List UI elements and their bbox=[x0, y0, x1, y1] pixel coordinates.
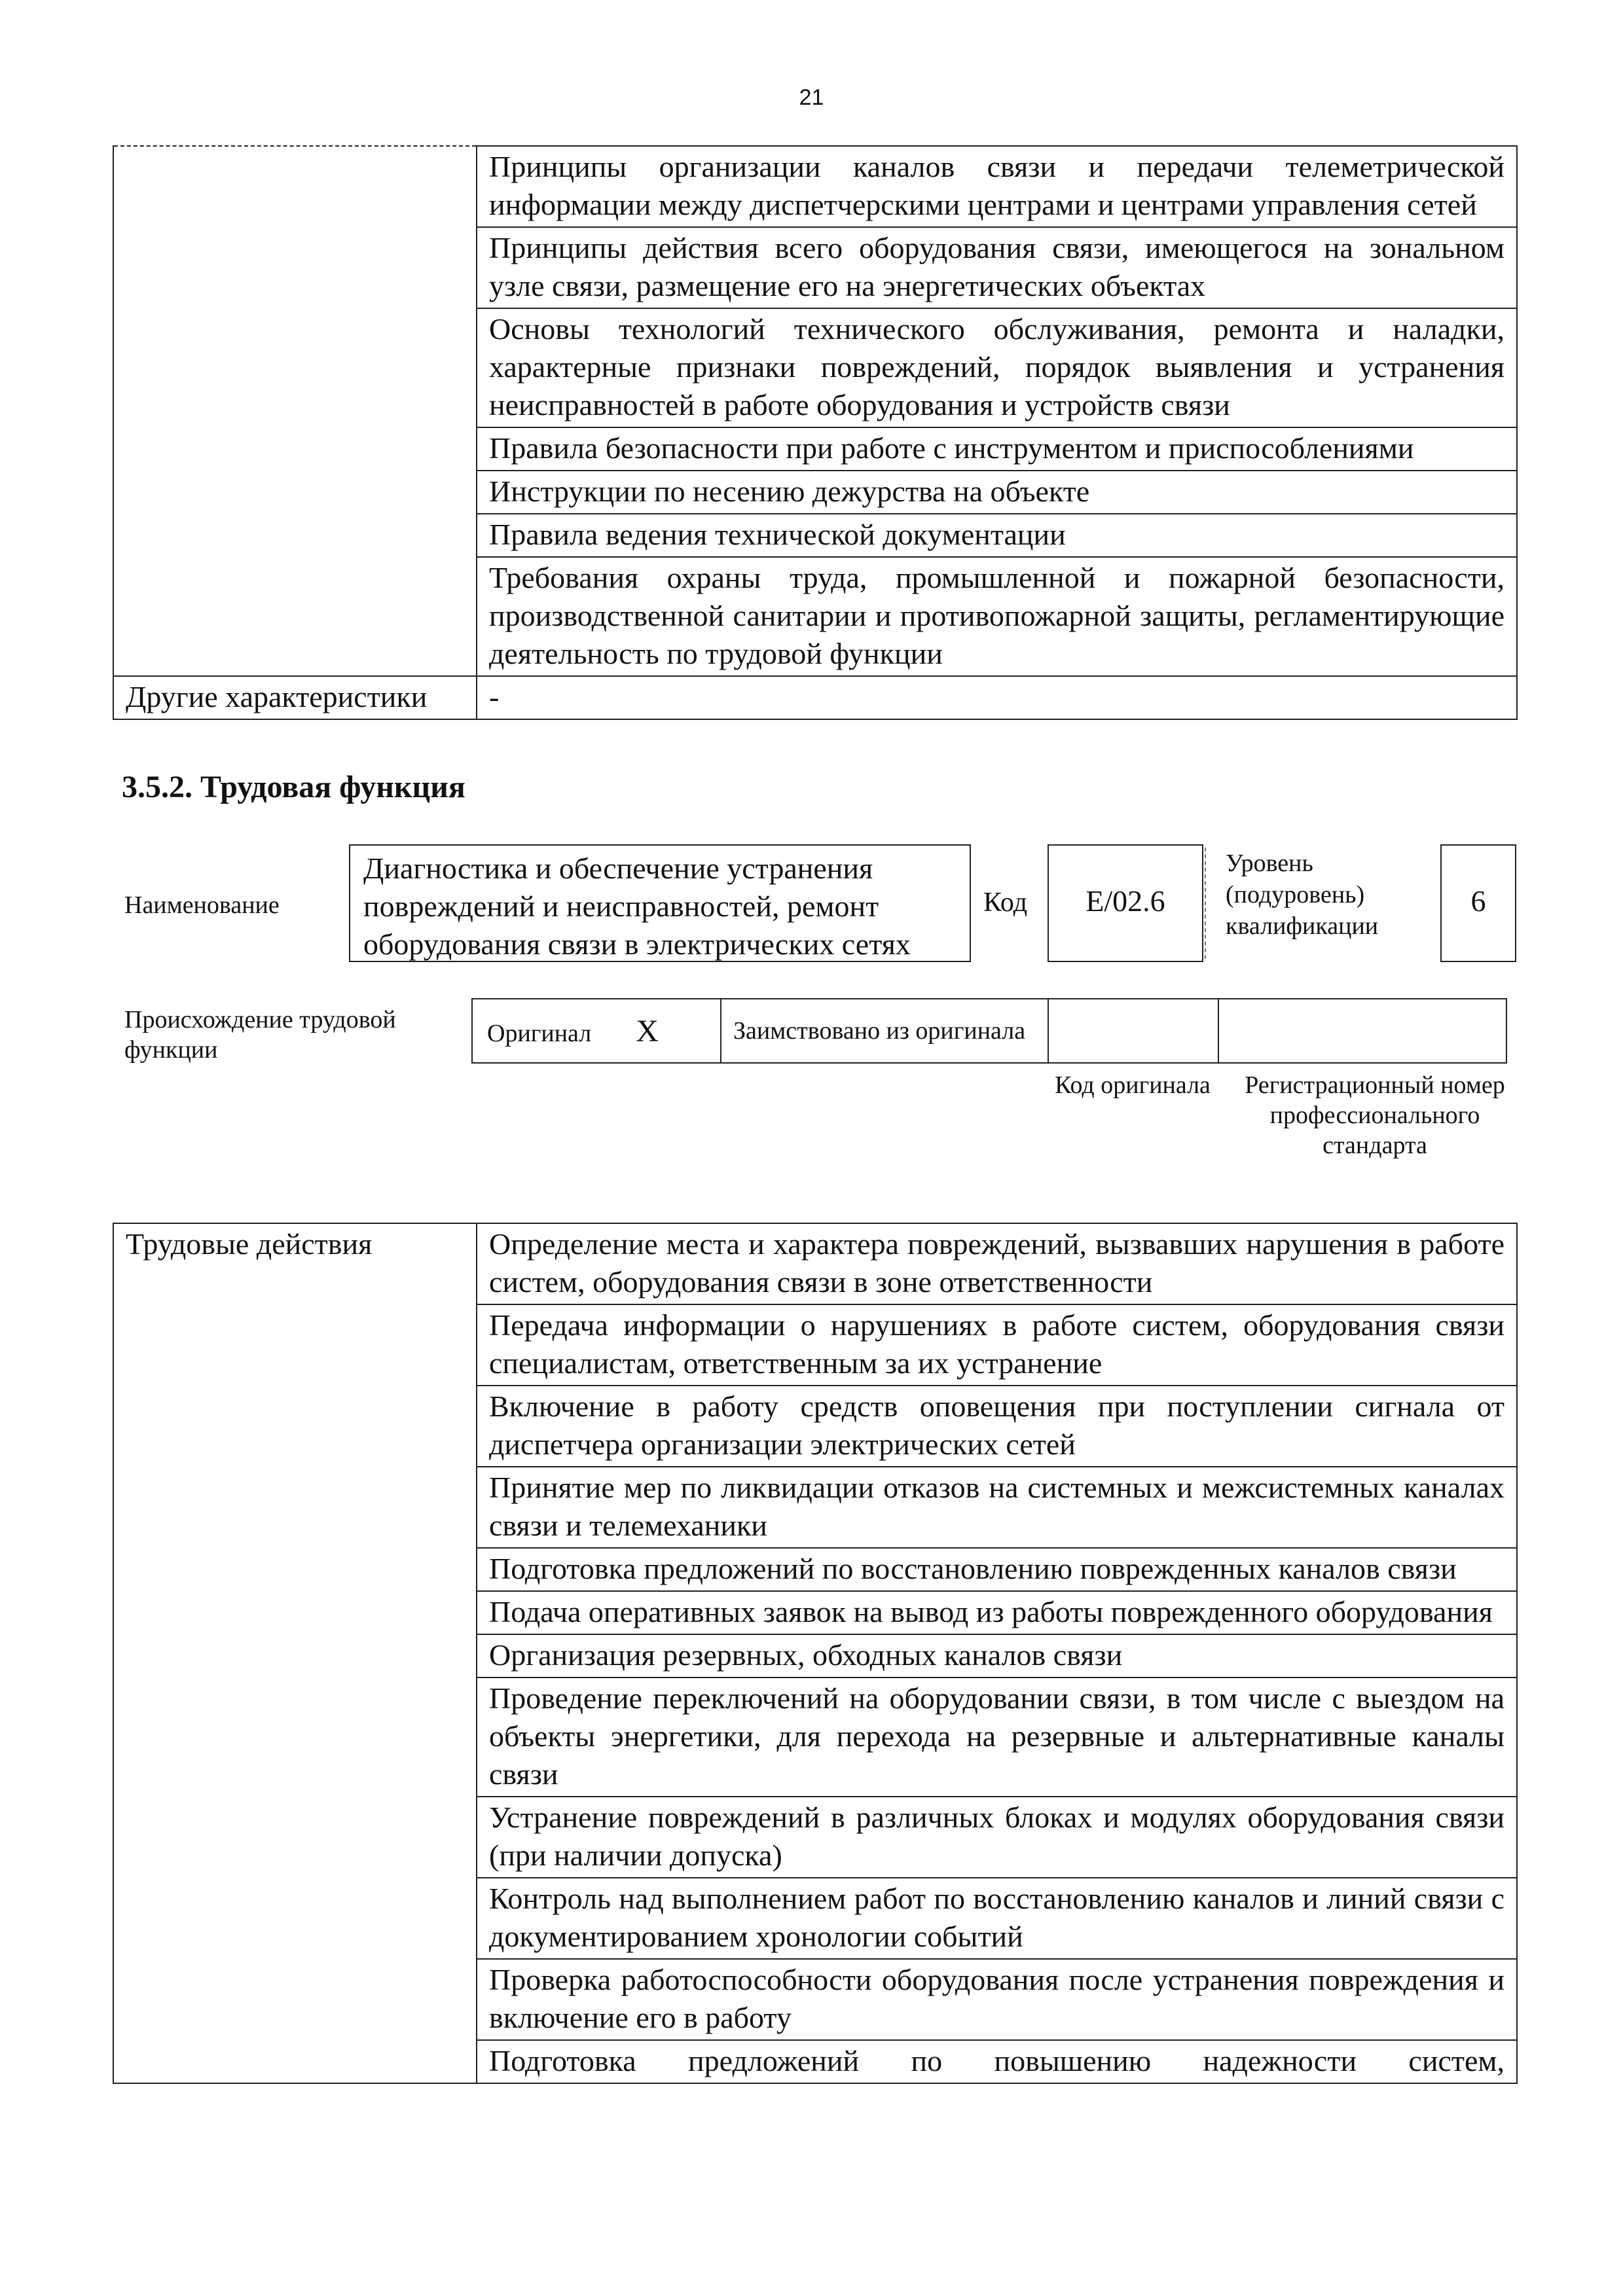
section-heading: 3.5.2. Трудовая функция bbox=[122, 770, 465, 804]
code-value: E/02.6 bbox=[1048, 844, 1203, 962]
original-code-caption: Код оригинала bbox=[1055, 1071, 1211, 1099]
origin-label: Происхождение трудовой функции bbox=[124, 1006, 396, 1064]
other-characteristics-value: - bbox=[477, 676, 1517, 719]
labor-action-row: Устранение повреждений в различных блоках и модулях оборудования связи (при наличии допуска) bbox=[477, 1797, 1517, 1878]
borrowed-label: Заимствовано из оригинала bbox=[721, 999, 1048, 1063]
level-value: 6 bbox=[1440, 844, 1516, 962]
knowledge-label-cell bbox=[113, 146, 477, 676]
labor-action-row: Включение в работу средств оповещения при поступлении сигнала от диспетчера организации электрических сетей bbox=[477, 1386, 1517, 1467]
origin-table bbox=[471, 998, 1507, 1064]
level-label: Уровень (подуровень) квалификации bbox=[1205, 848, 1448, 959]
knowledge-row: Принципы организации каналов связи и передачи телеметрической информации между диспетчерскими центрами и центрами управления сетей bbox=[477, 146, 1517, 227]
labor-action-row: Контроль над выполнением работ по восстановлению каналов и линий связи с документированием хронологии событий bbox=[477, 1878, 1517, 1959]
knowledge-row: Инструкции по несению дежурства на объекте bbox=[477, 471, 1517, 514]
reg-number-caption: Регистрационный номер профессионального стандарта bbox=[1245, 1071, 1505, 1159]
labor-actions-label: Трудовые действия bbox=[113, 1223, 477, 2083]
labor-action-row: Определение места и характера повреждений, вызвавших нарушения в работе систем, оборудования связи в зоне ответственности bbox=[477, 1223, 1517, 1304]
knowledge-row: Правила ведения технической документации bbox=[477, 514, 1517, 557]
labor-actions-table bbox=[113, 1223, 1518, 2084]
knowledge-row: Принципы действия всего оборудования связи, имеющегося на зональном узле связи, размещение его на энергетических объектах bbox=[477, 227, 1517, 308]
labor-action-row: Организация резервных, обходных каналов связи bbox=[477, 1634, 1517, 1677]
page-number: 21 bbox=[799, 85, 824, 110]
original-cell bbox=[472, 999, 721, 1063]
knowledge-row: Правила безопасности при работе с инструментом и приспособлениями bbox=[477, 427, 1517, 471]
reg-number-cell bbox=[1218, 999, 1506, 1063]
name-label: Наименование bbox=[124, 891, 280, 919]
original-code-cell bbox=[1048, 999, 1218, 1063]
original-mark: X bbox=[636, 1013, 659, 1049]
labor-action-row: Принятие мер по ликвидации отказов на системных и межсистемных каналах связи и телемеханики bbox=[477, 1467, 1517, 1548]
labor-action-row: Проведение переключений на оборудовании связи, в том числе с выездом на объекты энергетики, для перехода на резервные и альтернативные каналы связи bbox=[477, 1677, 1517, 1797]
labor-action-row: Передача информации о нарушениях в работе систем, оборудования связи специалистам, ответственным за их устранение bbox=[477, 1304, 1517, 1386]
labor-action-row: Проверка работоспособности оборудования после устранения повреждения и включение его в работу bbox=[477, 1959, 1517, 2040]
knowledge-row: Требования охраны труда, промышленной и пожарной безопасности, производственной санитарии и противопожарной защиты, регламентирующие деятельность по трудовой функции bbox=[477, 557, 1517, 676]
code-label: Код bbox=[983, 888, 1028, 918]
labor-action-row: Подача оперативных заявок на вывод из работы поврежденного оборудования bbox=[477, 1591, 1517, 1634]
knowledge-table bbox=[113, 145, 1518, 720]
knowledge-row: Основы технологий технического обслуживания, ремонта и наладки, характерные признаки повреждений, порядок выявления и устранения неисправностей в работе оборудования и устройств связи bbox=[477, 308, 1517, 427]
original-label: Оригинал bbox=[487, 1019, 592, 1047]
labor-action-row: Подготовка предложений по повышению надежности систем, bbox=[477, 2040, 1517, 2083]
other-characteristics-label: Другие характеристики bbox=[113, 676, 477, 719]
labor-action-row: Подготовка предложений по восстановлению поврежденных каналов связи bbox=[477, 1548, 1517, 1591]
function-name: Диагностика и обеспечение устранения повреждений и неисправностей, ремонт оборудования связи в электрических сетях bbox=[349, 844, 971, 962]
